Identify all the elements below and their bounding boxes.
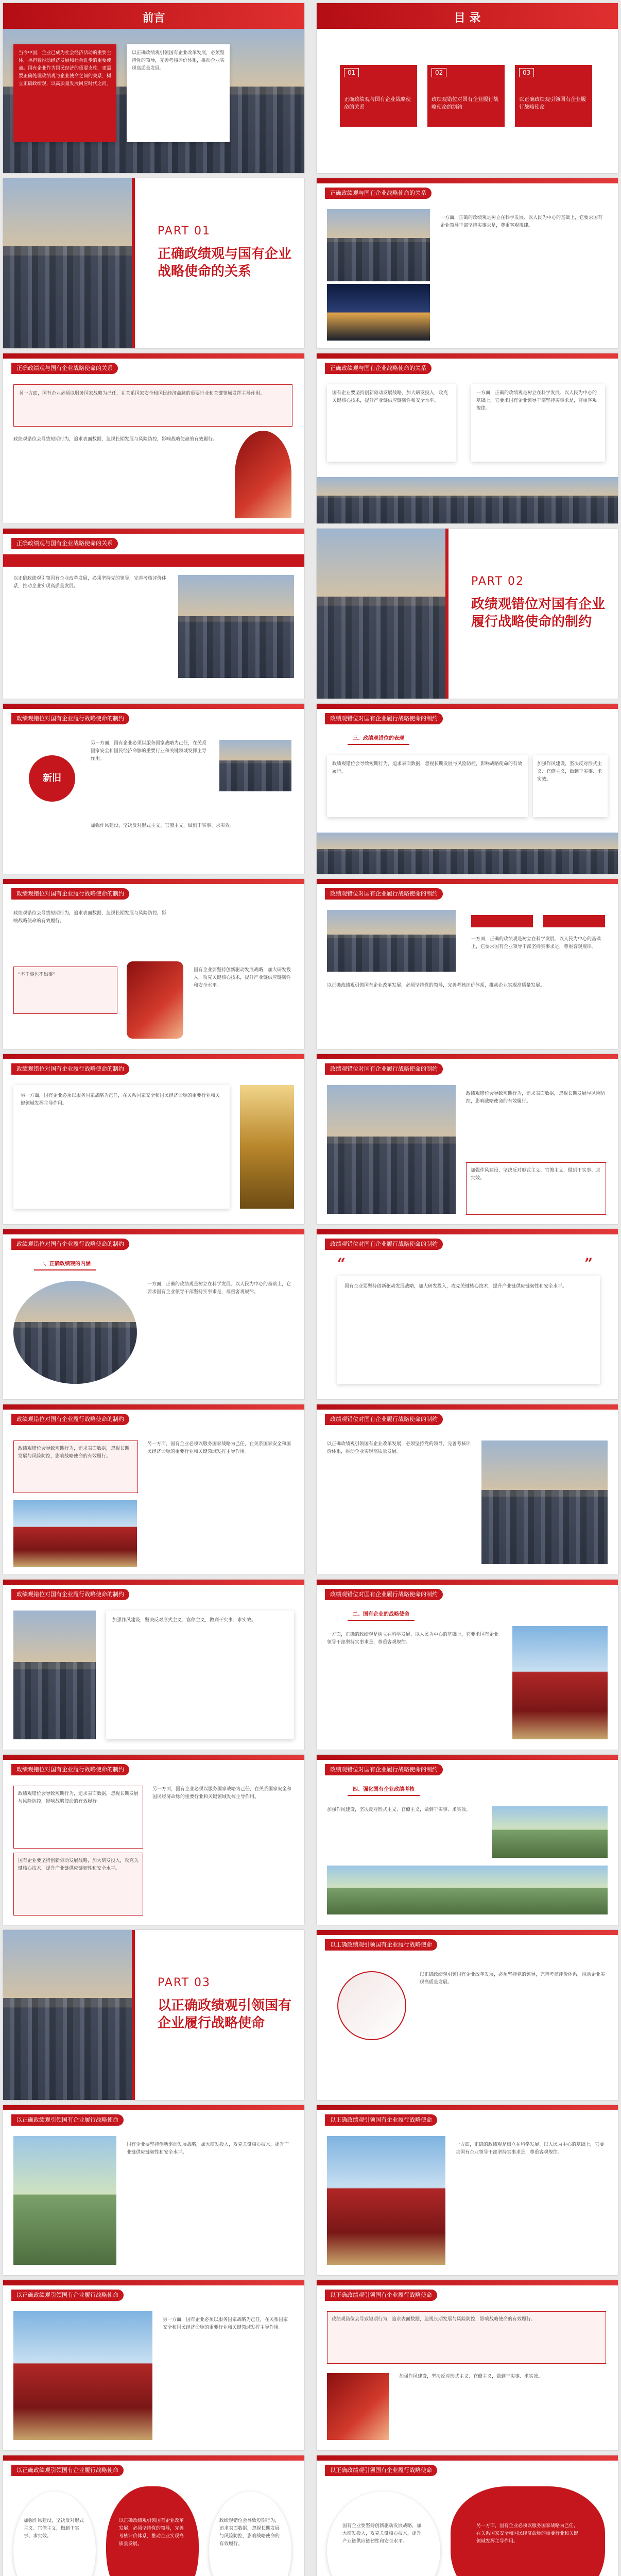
section-header: 政绩观错位对国有企业履行战略使命的制约 <box>325 1589 443 1600</box>
body-text: 政绩观错位会导致短期行为，追求表面数据，忽视长期发展与风险防控，影响战略使命的有效履行。 <box>13 911 167 924</box>
section-header: 正确政绩观与国有企业战略使命的关系 <box>325 363 432 374</box>
section-header: 政绩观错位对国有企业履行战略使命的制约 <box>11 1414 129 1425</box>
section-header: 正确政绩观与国有企业战略使命的关系 <box>11 538 118 549</box>
city-photo <box>481 1440 608 1564</box>
slide-2-4[interactable] <box>317 879 618 1049</box>
body-text: 加强作风建设，坚决反对形式主义、官僚主义，做到干实事、求实效。 <box>471 1168 601 1181</box>
part3-title: 以正确政绩观引领国有企业履行战略使命 <box>158 1998 292 2031</box>
body-text: 一方面，正确的政绩观是树立在科学发展、以人民为中心的基础上，它要求国有企业领导干部坚持实事求是，尊重客观规律。 <box>147 1282 291 1295</box>
slide-2-3[interactable] <box>3 879 304 1049</box>
city-photo <box>178 575 294 678</box>
slide-3-6[interactable] <box>3 2455 304 2576</box>
slide-3-5[interactable] <box>317 2280 618 2450</box>
sub-header: 一、正确政绩观的内涵 <box>34 1259 96 1270</box>
body-text: 一方面，正确的政绩观是树立在科学发展、以人民为中心的基础上，它要求国有企业领导干部坚持实事求是，尊重客观规律。 <box>476 391 597 411</box>
preface-box <box>13 44 116 142</box>
slide-2-13[interactable] <box>3 1755 304 1925</box>
slide-2-14[interactable] <box>317 1755 618 1925</box>
slide-part2[interactable] <box>317 529 618 699</box>
body-text: 另一方面，国有企业必须以服务国家战略为己任，在关系国家安全和国民经济命脉的重要行业和关键领域发挥主导作用。 <box>163 2317 288 2330</box>
body-text: 另一方面，国有企业必须以服务国家战略为己任，在关系国家安全和国民经济命脉的重要行业和关键领域发挥主导作用。 <box>147 1442 291 1454</box>
toc-label: 政绩观错位对国有企业履行战略使命的制约 <box>432 97 498 110</box>
body-text: 政绩观错位会导致短期行为，追求表面数据，忽视长期发展与风险防控，影响战略使命的有效履行。 <box>18 1791 139 1804</box>
section-header: 政绩观错位对国有企业履行战略使命的制约 <box>11 888 129 900</box>
section-header: 政绩观错位对国有企业履行战略使命的制约 <box>11 713 129 724</box>
slide-3-1[interactable] <box>317 1930 618 2100</box>
figure-circle <box>337 1971 406 2040</box>
part2-tag: PART 02 <box>471 575 525 588</box>
section-header: 政绩观错位对国有企业履行战略使命的制约 <box>325 888 443 900</box>
part1-tag: PART 01 <box>158 225 211 238</box>
body-text: 政绩观错位会导致短期行为，追求表面数据，忽视长期发展与风险防控，影响战略使命的有效履行。 <box>219 2518 280 2547</box>
body-text: 另一方面，国有企业必须以服务国家战略为己任，在关系国家安全和国民经济命脉的重要行业和关键领域发挥主导作用。 <box>476 2523 579 2544</box>
slide-2-12[interactable] <box>317 1580 618 1750</box>
temple-photo <box>512 1626 608 1739</box>
city-photo <box>3 178 132 348</box>
preface-title: 前言 <box>142 12 165 25</box>
toc-label: 正确政绩观与国有企业战略使命的关系 <box>344 97 411 110</box>
badge-text: 新旧 <box>43 773 61 784</box>
section-header: 以正确政绩观引领国有企业履行战略使命 <box>11 2114 124 2126</box>
toc-number: 03 <box>519 68 534 77</box>
section-header: 正确政绩观与国有企业战略使命的关系 <box>11 363 118 374</box>
temple-photo <box>13 2311 152 2440</box>
toc-number: 02 <box>432 68 446 77</box>
slide-preface[interactable] <box>3 3 304 173</box>
tiananmen-photo <box>235 431 291 518</box>
section-header: 政绩观错位对国有企业履行战略使命的制约 <box>325 1063 443 1075</box>
section-header: 政绩观错位对国有企业履行战略使命的制约 <box>11 1063 129 1075</box>
slide-1-4[interactable] <box>317 353 618 523</box>
body-text: 加强作风建设，坚决反对形式主义、官僚主义，做到干实事、求实效。 <box>327 1807 471 1812</box>
slide-2-1[interactable] <box>3 704 304 874</box>
body-text: 政绩观错位会导致短期行为，追求表面数据，忽视长期发展与风险防控，影响战略使命的有效履行。 <box>13 437 218 442</box>
city-photo <box>327 209 430 281</box>
slide-2-8[interactable]: 政绩观错位对国有企业履行战略使命的制约 “ ” 国有企业要坚持创新驱动发展战略，加大研发投入，攻克关键核心技术，提升产业链供应链韧性和安全水平。 <box>317 1229 618 1399</box>
greatwall-photo <box>13 2136 116 2265</box>
body-text: 以正确政绩观引领国有企业改革发展，必须坚持党的领导，完善考核评价体系，推动企业实现高质量发展。 <box>420 1972 605 1985</box>
body-text: 另一方面，国有企业必须以服务国家战略为己任，在关系国家安全和国民经济命脉的重要行业和关键领域发挥主导作用。 <box>152 1787 291 1800</box>
slide-3-4[interactable] <box>3 2280 304 2450</box>
section-header: 以正确政绩观引领国有企业履行战略使命 <box>325 2114 437 2126</box>
body-text: 以正确政绩观引领国有企业改革发展，必须坚持党的领导，完善考核评价体系，推动企业实现高质量发展。 <box>327 983 545 988</box>
slide-toc[interactable] <box>317 3 618 173</box>
sub-header: 三、政绩观错位的表现 <box>348 734 409 745</box>
body-text: 加强作风建设，坚决反对形式主义、官僚主义，做到干实事、求实效。 <box>399 2374 543 2379</box>
slide-2-2[interactable] <box>317 704 618 874</box>
section-header: 政绩观错位对国有企业履行战略使命的制约 <box>11 1764 129 1775</box>
slide-3-2[interactable] <box>3 2105 304 2275</box>
city-photo <box>13 1281 137 1384</box>
slide-2-5[interactable] <box>3 1054 304 1224</box>
body-text: 一方面，正确的政绩观是树立在科学发展、以人民为中心的基础上，它要求国有企业领导干部坚持实事求是，尊重客观规律。 <box>440 215 603 228</box>
part3-tag: PART 03 <box>158 1976 211 1989</box>
preface-text: 当今中国，企业已成为社会经济活动的重要主体，承担着推动经济发展和社会进步的重要使命。国有企业作为国民经济的重要支柱，更需要正确处理政绩观与企业使命之间的关系，树立正确政绩观，以高质量发展回应时代之问。 <box>19 50 111 87</box>
body-text: 一方面，正确的政绩观是树立在科学发展、以人民为中心的基础上，它要求国有企业领导干部坚持实事求是，尊重客观规律。 <box>456 2142 605 2155</box>
body-text: 另一方面，国有企业必须以服务国家战略为己任，在关系国家安全和国民经济命脉的重要行业和关键领域发挥主导作用。 <box>21 1093 220 1106</box>
section-header: 政绩观错位对国有企业履行战略使命的制约 <box>11 1589 129 1600</box>
section-header: 政绩观错位对国有企业履行战略使命的制约 <box>325 1764 443 1775</box>
bubble-text: “不干事也不出事” <box>18 972 56 977</box>
city-photo <box>327 1085 456 1214</box>
slide-part3[interactable] <box>3 1930 304 2100</box>
sub-header: 二、国有企业的战略使命 <box>348 1609 415 1621</box>
city-photo <box>317 477 618 523</box>
toc-item-2[interactable] <box>427 65 505 127</box>
city-photo <box>317 833 618 874</box>
landscape-photo <box>327 1866 608 1914</box>
slide-3-3[interactable] <box>317 2105 618 2275</box>
slide-2-6[interactable] <box>317 1054 618 1224</box>
section-header: 以正确政绩观引领国有企业履行战略使命 <box>325 1939 437 1951</box>
toc-item-3[interactable] <box>515 65 592 127</box>
slide-2-7[interactable] <box>3 1229 304 1399</box>
section-header: 以正确政绩观引领国有企业履行战略使命 <box>325 2465 437 2476</box>
body-text: 另一方面，国有企业必须以服务国家战略为己任，在关系国家安全和国民经济命脉的重要行业和关键领域发挥主导作用。 <box>91 741 207 761</box>
body-text: 另一方面，国有企业必须以服务国家战略为己任，在关系国家安全和国民经济命脉的重要行业和关键领域发挥主导作用。 <box>19 391 265 396</box>
body-text: 加强作风建设，坚决反对形式主义、官僚主义，做到干实事、求实效。 <box>24 2518 84 2539</box>
body-text: 一方面，正确的政绩观是树立在科学发展、以人民为中心的基础上，它要求国有企业领导干部坚持实事求是，尊重客观规律。 <box>327 1632 499 1645</box>
preface-box-2 <box>127 44 230 142</box>
coins-photo <box>240 1085 294 1209</box>
sub-header: 四、强化国有企业政绩考核 <box>348 1785 420 1796</box>
body-text: 以正确政绩观引领国有企业改革发展，必须坚持党的领导，完善考核评价体系，推动企业实现高质量发展。 <box>327 1442 471 1454</box>
body-text: 国有企业要坚持创新驱动发展战略，加大研发投入，攻克关键核心技术，提升产业链供应链韧性和安全水平。 <box>194 968 291 988</box>
toc-item-1[interactable] <box>340 65 417 127</box>
toc-title: 目 录 <box>454 12 481 25</box>
section-header: 政绩观错位对国有企业履行战略使命的制约 <box>11 1239 129 1250</box>
temple-photo <box>327 2136 445 2265</box>
section-header: 以正确政绩观引领国有企业履行战略使命 <box>11 2465 124 2476</box>
slide-1-5[interactable] <box>3 529 304 699</box>
toc-number: 01 <box>344 68 359 77</box>
body-text: 加强作风建设，坚决反对形式主义、官僚主义，做到干实事、求实效。 <box>112 1618 256 1623</box>
city-photo <box>317 529 445 699</box>
city-photo <box>3 1930 132 2100</box>
body-text: 一方面，正确的政绩观是树立在科学发展、以人民为中心的基础上，它要求国有企业领导干部坚持实事求是，尊重客观规律。 <box>471 937 601 950</box>
city-photo <box>327 910 456 972</box>
section-header: 以正确政绩观引领国有企业履行战略使命 <box>325 2290 437 2301</box>
toc-label: 以正确政绩观引领国有企业履行战略使命 <box>519 97 586 110</box>
landscape-photo <box>492 1806 608 1858</box>
slide-3-7[interactable] <box>317 2455 618 2576</box>
body-text: 加强作风建设，坚决反对形式主义、官僚主义，做到干实事、求实效。 <box>91 823 235 828</box>
body-text: 国有企业要坚持创新驱动发展战略，加大研发投入，攻克关键核心技术，提升产业链供应链韧性和安全水平。 <box>332 391 449 403</box>
section-header: 政绩观错位对国有企业履行战略使命的制约 <box>325 1414 443 1425</box>
body-text: 国有企业要坚持创新驱动发展战略，加大研发投入，攻克关键核心技术，提升产业链供应链韧性和安全水平。 <box>344 1284 567 1289</box>
city-photo <box>13 1611 96 1739</box>
body-text: 政绩观错位会导致短期行为，追求表面数据，忽视长期发展与风险防控，影响战略使命的有效履行。 <box>466 1091 605 1104</box>
body-text: 加强作风建设，坚决反对形式主义、官僚主义，做到干实事、求实效。 <box>537 761 602 782</box>
body-text: 以正确政绩观引领国有企业改革发展，必须坚持党的领导，完善考核评价体系，推动企业实现高质量发展。 <box>13 576 167 589</box>
flag-photo <box>327 2373 389 2440</box>
preface-text-2: 以正确政绩观引领国有企业改革发展，必须坚持党的领导，完善考核评价体系，推动企业实现高质量发展。 <box>132 50 225 71</box>
night-photo <box>327 284 430 341</box>
part2-title: 政绩观错位对国有企业履行战略使命的制约 <box>471 597 606 630</box>
figure-photo <box>127 961 183 1039</box>
section-header: 以正确政绩观引领国有企业履行战略使命 <box>11 2290 124 2301</box>
body-text: 政绩观错位会导致短期行为，追求表面数据，忽视长期发展与风险防控，影响战略使命的有效履行。 <box>332 761 523 774</box>
section-header: 正确政绩观与国有企业战略使命的关系 <box>325 188 432 199</box>
body-text: 国有企业要坚持创新驱动发展战略，加大研发投入，攻克关键核心技术，提升产业链供应链韧性和安全水平。 <box>18 1858 139 1871</box>
badge-circle <box>29 755 75 802</box>
body-text: 国有企业要坚持创新驱动发展战略，加大研发投入，攻克关键核心技术，提升产业链供应链韧性和安全水平。 <box>127 2142 289 2155</box>
body-text: 政绩观错位会导致短期行为，追求表面数据，忽视长期发展与风险防控，影响战略使命的有效履行。 <box>18 1446 130 1459</box>
body-text: 国有企业要坚持创新驱动发展战略，加大研发投入，攻克关键核心技术，提升产业链供应链韧性和安全水平。 <box>342 2523 422 2544</box>
body-text: 以正确政绩观引领国有企业改革发展，必须坚持党的领导，完善考核评价体系，推动企业实现高质量发展。 <box>119 2518 184 2547</box>
body-text: 政绩观错位会导致短期行为，追求表面数据，忽视长期发展与风险防控，影响战略使命的有效履行。 <box>332 2317 536 2322</box>
slide-part1[interactable] <box>3 178 304 348</box>
slide-2-10[interactable] <box>317 1404 618 1574</box>
section-header: 政绩观错位对国有企业履行战略使命的制约 <box>325 1239 443 1250</box>
part1-title: 正确政绩观与国有企业战略使命的关系 <box>158 246 292 279</box>
slide-1-2[interactable] <box>317 178 618 348</box>
section-header: 政绩观错位对国有企业履行战略使命的制约 <box>325 713 443 724</box>
slide-1-3[interactable] <box>3 353 304 523</box>
slide-2-11[interactable] <box>3 1580 304 1750</box>
temple-photo <box>13 1500 137 1567</box>
slide-2-9[interactable] <box>3 1404 304 1574</box>
city-photo <box>219 740 291 791</box>
